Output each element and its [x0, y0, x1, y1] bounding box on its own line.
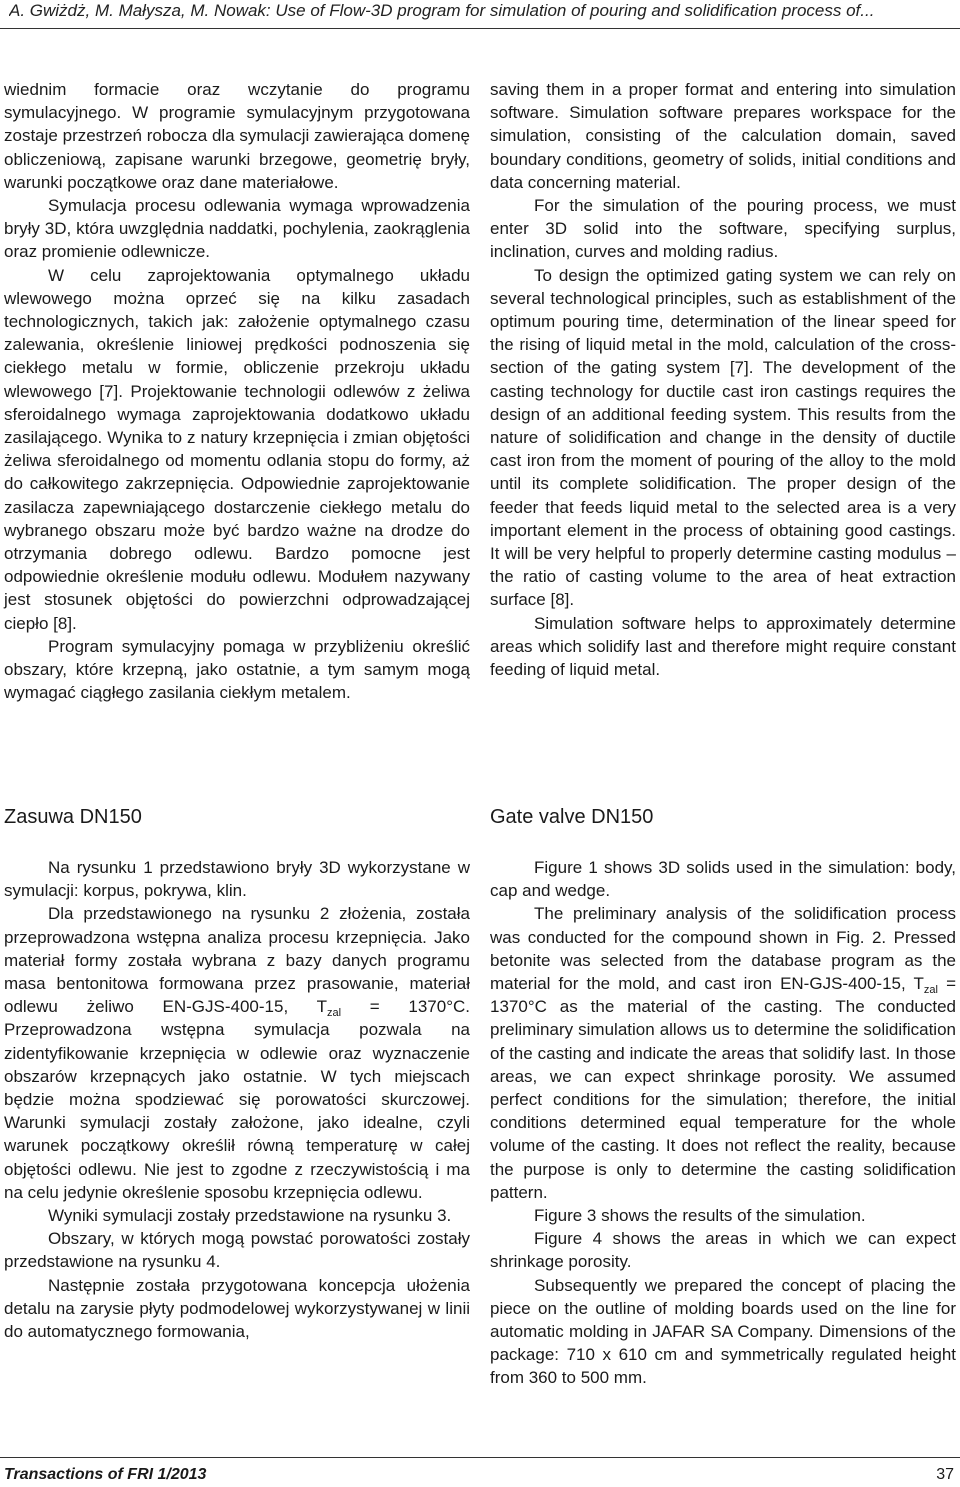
paragraph: Program symulacyjny pomaga w przybliżeniu określić obszary, które krzepną, jako ostatnie, a tym samym mogą wymagać ciągłego zasilania ciekłym metalem.	[4, 636, 470, 703]
paragraph	[4, 902, 470, 1204]
english-column-bottom	[490, 856, 956, 1390]
paragraph: Symulacja procesu odlewania wymaga wprowadzenia bryły 3D, która uwzględnia naddatki, pochylenia, zaokrąglenia oraz promienie odlewnicze.	[4, 196, 470, 262]
paragraph-text: = 1370°C. Przeprowadzona wstępna symulacja pozwala na zidentyfikowanie krzepnięcia w odlewie oraz wyznaczenie obszarów krzepnących jako ostatnie. W tych miejscach będzie można spodziewać się porowatości skurczowej. Warunki symulacji zostały założone, jako idealne, czyli warunek początkowy określił równą temperaturę w całej objętości odlewu. Nie jest to zgodne z rzeczywistością i ma na celu jedynie określenie sposobu krzepnięcia odlewu.	[4, 997, 470, 1202]
paragraph: saving them in a proper format and entering into simulation software. Simulation software prepares workspace for the simulation, consisting of the calculation domain, saved boundary conditions, geometry of solids, initial conditions and data concerning material.	[490, 80, 956, 192]
paragraph: Simulation software helps to approximately determine areas which solidify last and therefore might require constant feeding of liquid metal.	[490, 613, 956, 680]
paragraph: Figure 4 shows the areas in which we can expect shrinkage porosity.	[490, 1229, 956, 1272]
paragraph-text: The preliminary analysis of the solidification process was conducted for the compound shown in Fig. 2. Pressed betonite was selected from the database program as the material for the mold, and cast iron EN-GJS-400-15, T	[490, 904, 956, 994]
header-divider	[0, 28, 960, 29]
paragraph: Obszary, w których mogą powstać porowatości zostały przedstawione na rysunku 4.	[4, 1229, 470, 1272]
paragraph: Wyniki symulacji zostały przedstawione na rysunku 3.	[48, 1206, 452, 1226]
paragraph: Subsequently we prepared the concept of placing the piece on the outline of molding boards used on the line for automatic molding in JAFAR SA Company. Dimensions of the package: 710 x 610 cm and symmetrically regulated height from 360 to 500 mm.	[490, 1275, 956, 1388]
section-heading-polish: Zasuwa DN150	[4, 806, 142, 828]
paragraph: To design the optimized gating system we can rely on several technological principles, such as establishment of the optimum pouring time, determination of the linear speed for the rising of liquid metal in the mold, calculation of the cross-section of the gating system [7]. The development of the casting technology for ductile cast iron castings requires the design of an additional feeding system. This results from the nature of solidification and change in the density of ductile cast iron from the moment of pouring of the alloy to the mold until its complete solidification. The proper design of the feeder that feeds liquid metal to the selected area is a very important element in the process of obtaining good castings. It will be very helpful to properly determine casting modulus – the ratio of casting volume to the area of heat extraction surface [8].	[490, 265, 956, 610]
paragraph: Figure 3 shows the results of the simulation.	[534, 1206, 866, 1226]
section-heading-english: Gate valve DN150	[490, 806, 654, 828]
paragraph: W celu zaprojektowania optymalnego układu wlewowego można oprzeć się na kilku zasadach technologicznych, takich jak: założenie optymalnego czasu zalewania, określenie liniowej prędkości podnoszenia się ciekłego metalu w formie, obliczenie przekroju układu wlewowego [7]. Projektowanie technologii odlewów z żeliwa sferoidalnego wymaga zaprojektowania dodatkowo układu zasilającego. Wynika to z natury krzepnięcia i zmian objętości żeliwa sferoidalnego od momentu odlania stopu do formy, aż do całkowitego zakrzepnięcia. Odpowiednie zaprojektowanie zasilacza zapewniającego dostarczenie ciekłego metalu do wybranego obszaru może być bardzo ważne na drodze do otrzymania dobrego odlewu. Bardzo pomocne jest odpowiednie określenie modułu odlewu. Modułem nazywany jest stosunek objętości do powierzchni odprowadzającej ciepło [8].	[4, 265, 470, 633]
running-header	[0, 0, 960, 32]
english-column-top	[490, 78, 956, 681]
subscript: zal	[326, 1007, 342, 1020]
journal-name: Transactions of FRI 1/2013	[4, 1466, 207, 1483]
paragraph-text: = 1370°C as the material of the casting. The conducted preliminary simulation allows us to determine the solidification of the casting and indicate the areas that solidify last. In those areas, we can expect shrinkage porosity. We assumed perfect conditions for the simulation; therefore, the initial conditions determined equal temperature for the whole volume of the casting. It does not reflect the reality, because the purpose is only to determine the casting solidification pattern.	[490, 974, 956, 1202]
footer-divider	[0, 1457, 960, 1458]
paragraph	[490, 902, 956, 1204]
paragraph-text: Dla przedstawionego na rysunku 2 złożenia, została przeprowadzona wstępna analiza procesu krzepnięcia. Jako materiał formy została wybrana z bazy danych programu masa bentonitowa formowana przez prasowanie, materiał odlewu żeliwo EN-GJS-400-15, T	[4, 904, 470, 1017]
paragraph: For the simulation of the pouring process, we must enter 3D solid into the software, specifying surplus, inclination, curves and molding radius.	[490, 196, 956, 262]
running-title: A. Gwiżdż, M. Małysza, M. Nowak: Use of Flow-3D program for simulation of pouring and solidification process of...	[9, 1, 875, 20]
paragraph: Następnie została przygotowana koncepcja ułożenia detalu na zarysie płyty podmodelowej wykorzystywanej w linii do automatycznego formowania,	[4, 1275, 470, 1342]
paragraph: Na rysunku 1 przedstawiono bryły 3D wykorzystane w symulacji: korpus, pokrywa, klin.	[4, 858, 470, 901]
page-number: 37	[936, 1466, 954, 1483]
polish-column-bottom	[4, 856, 470, 1343]
paragraph: wiednim formacie oraz wczytanie do programu symulacyjnego. W programie symulacyjnym przygotowana zostaje przestrzeń robocza dla symulacji zawierająca domenę obliczeniową, zapisane warunki brzegowe, geometrię bryły, warunki początkowe oraz dane materiałowe.	[4, 80, 470, 192]
paragraph: Figure 1 shows 3D solids used in the simulation: body, cap and wedge.	[490, 858, 956, 901]
polish-column-top	[4, 78, 470, 704]
subscript: zal	[923, 984, 938, 997]
